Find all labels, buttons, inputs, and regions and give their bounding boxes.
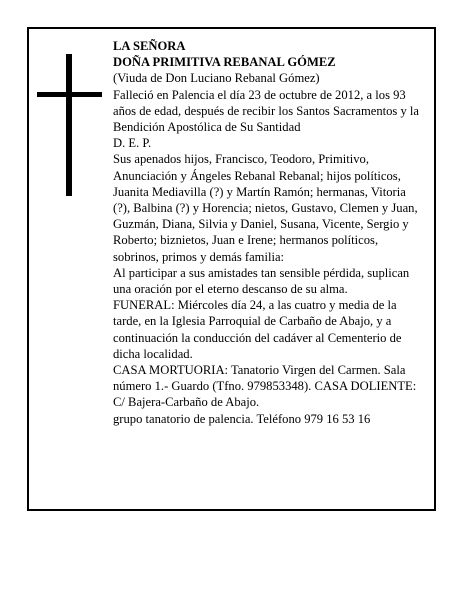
obituary-subtitle: (Viuda de Don Luciano Rebanal Gómez) <box>113 71 320 86</box>
death-notice: Falleció en Palencia el día 23 de octubre de 2012, a los 93 años de edad, después de recibir los Santos Sacramentos y la Bendición Apostólica de Su Santidad <box>113 87 420 135</box>
cross-horizontal-bar <box>37 92 102 97</box>
cross-icon <box>37 54 102 196</box>
mortuary-info: CASA MORTUORIA: Tanatorio Virgen del Carmen. Sala número 1.- Guardo (Tfno. 979853348). CASA DOLIENTE: C/ Bajera-Carbaño de Abajo. <box>113 363 417 410</box>
funeral-info: FUNERAL: Miércoles día 24, a las cuatro y media de la tarde, en la Iglesia Parroquial de Carbaño de Abajo, y a continuación la conducción del cadáver al Cementerio de dicha localidad. <box>113 298 402 361</box>
family-list: Sus apenados hijos, Francisco, Teodoro, Primitivo, Anunciación y Ángeles Rebanal Rebanal; hijos políticos, Juanita Mediavilla (?) y Martín Ramón; hermanas, Vitoria (?), Balbina (?) y Horencia; nietos, Gustavo, Clemen y Juan, Guzmán, Diana, Silvia y Daniel, Susana, Vicente, Sergio y Roberto; biznietos, Juan e Irene; hermanos políticos, sobrinos, primos y demás familia: <box>113 152 418 264</box>
obituary-text <box>113 38 425 427</box>
prayer-request: Al participar a sus amistades tan sensible pérdida, suplican una oración por el eterno descanso de su alma. <box>113 265 410 297</box>
obituary-title: LA SEÑORA <box>113 39 186 53</box>
deceased-name: DOÑA PRIMITIVA REBANAL GÓMEZ <box>113 55 336 70</box>
cross-vertical-bar <box>66 54 72 196</box>
funeral-home-footer: grupo tanatorio de palencia. Teléfono 979 16 53 16 <box>113 411 371 426</box>
rip-mark: D. E. P. <box>113 136 152 151</box>
